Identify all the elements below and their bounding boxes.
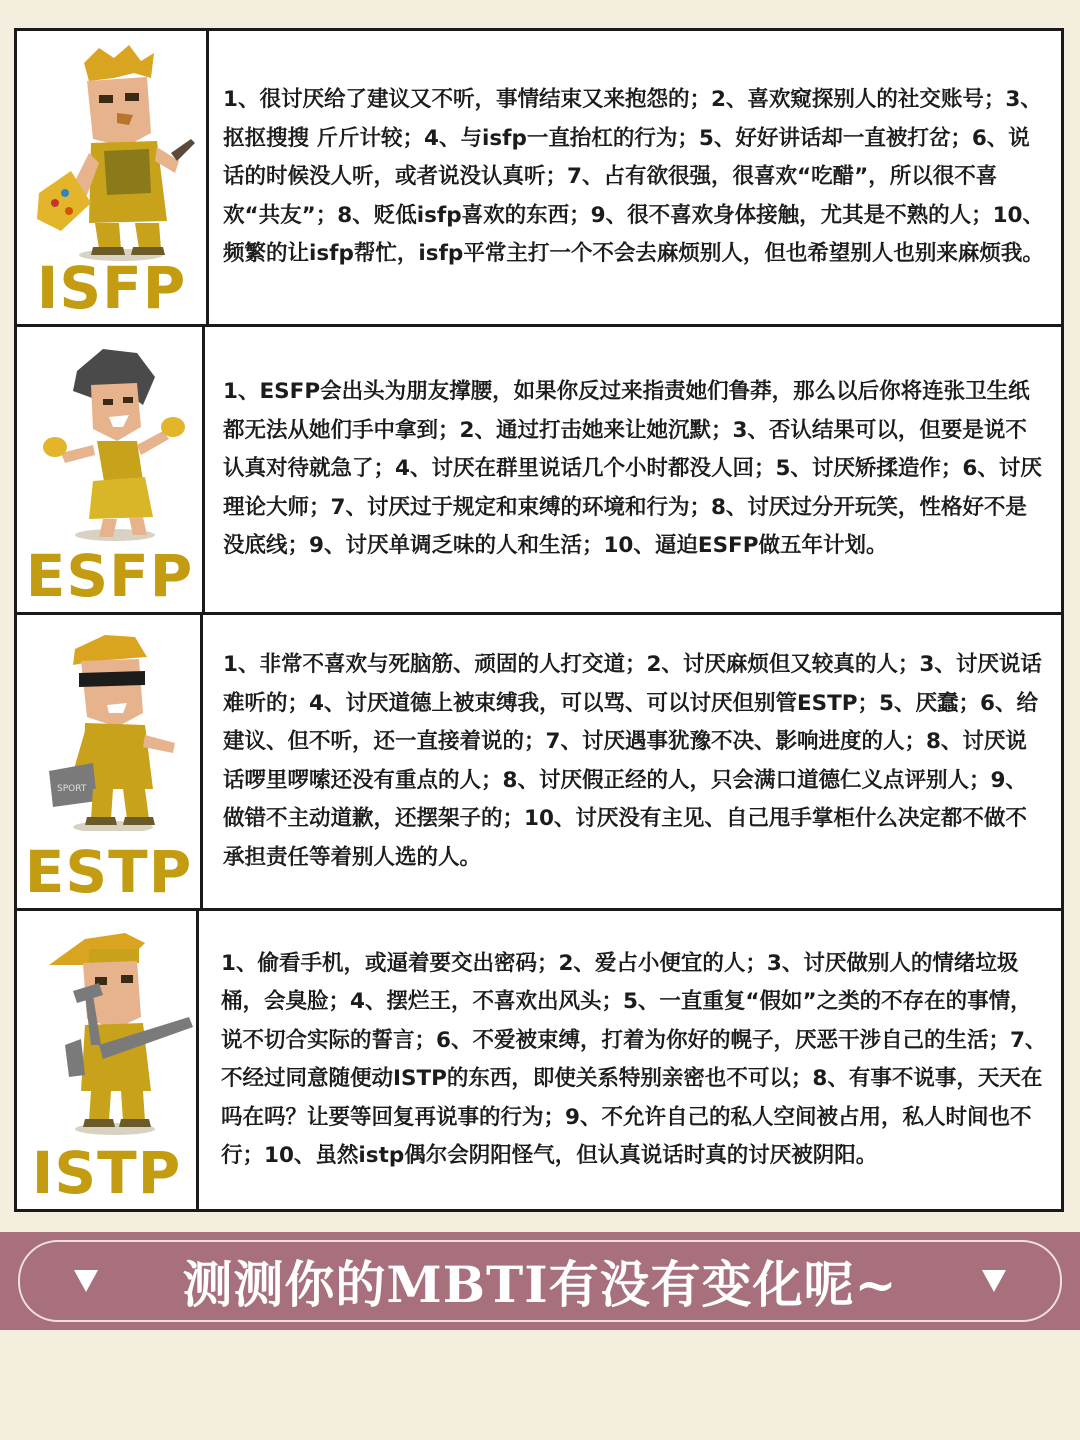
dislikes-paragraph-isfp: 1、很讨厌给了建议又不听，事情结束又来抱怨的；2、喜欢窥探别人的社交账号；3、抠抠搜搜 斤斤计较；4、与isfp一直抬杠的行为；5、好好讲话却一直被打岔；6、说话的时候没人听，或者说没认真听；7、占有欲很强，很喜欢“吃醋”，所以很不喜欢“共友”；8、贬低isfp喜欢的东西；9、很不喜欢身体接触，尤其是不熟的人；10、频繁的让isfp帮忙，isfp平常主打一个不会去麻烦别人，但也希望别人也别来麻烦我。 [223,87,1045,267]
type-cell-istp [17,911,199,1209]
banner-title: 测测你的MBTI有没有变化呢~ [182,1255,898,1314]
type-label-esfp: ESFP [25,542,194,610]
type-label-estp: ESTP [24,838,193,906]
mbti-dislikes-table [14,28,1064,1212]
dislikes-paragraph-istp: 1、偷看手机，或逼着要交出密码；2、爱占小便宜的人；3、讨厌做别人的情绪垃圾桶，会臭脸；4、摆烂王，不喜欢出风头；5、一直重复“假如”之类的不存在的事情，说不切合实际的誓言；6、不爱被束缚，打着为你好的幌子，厌恶干涉自己的生活；7、不经过同意随便动ISTP的东西，即使关系特别亲密也不可以；8、有事不说事，天天在吗在吗？让要等回复再说事的行为；9、不允许自己的私人空间被占用，私人时间也不行；10、虽然istp偶尔会阴阳怪气，但认真说话时真的讨厌被阴阳。 [221,950,1047,1168]
type-row-isfp [17,31,1061,327]
dislikes-text-isfp [223,31,1047,324]
type-cell-esfp [17,327,205,612]
type-row-esfp [17,327,1061,615]
painter-character-illustration [29,43,199,263]
type-label-isfp: ISFP [36,254,187,322]
dislikes-paragraph-esfp: 1、ESFP会出头为朋友撑腰，如果你反过来指责她们鲁莽，那么以后你将连张卫生纸都无法从她们手中拿到；2、通过打击她来让她沉默；3、否认结果可以，但要是说不认真对待就急了；4、讨厌在群里说话几个小时都没人回；5、讨厌矫揉造作；6、讨厌理论大师；7、讨厌过于规定和束缚的环境和行为；8、讨厌过分开玩笑，性格好不是没底线；9、讨厌单调乏味的人和生活；10、逼迫ESFP做五年计划。 [223,379,1042,559]
type-row-istp [17,911,1061,1209]
dislikes-paragraph-estp: 1、非常不喜欢与死脑筋、顽固的人打交道；2、讨厌麻烦但又较真的人；3、讨厌说话难听的；4、讨厌道德上被束缚我，可以骂、可以讨厌但别管ESTP；5、厌蠢；6、给建议、但不听，还一直接着说的；7、讨厌遇事犹豫不决、影响进度的人；8、讨厌说话啰里啰嗦还没有重点的人；8、讨厌假正经的人，只会满口道德仁义点评别人；9、做错不主动道歉，还摆架子的；10、讨厌没有主见、自己甩手掌柜什么决定都不做不承担责任等着别人选的人。 [223,652,1042,870]
type-cell-estp [17,615,203,908]
sport-character-illustration [35,631,195,831]
bottom-banner [0,1232,1080,1330]
type-row-estp [17,615,1061,911]
mechanic-character-illustration [29,925,195,1135]
type-cell-isfp [17,31,209,324]
dancer-character-illustration [33,341,193,541]
down-triangle-icon-right [978,1264,1010,1296]
dislikes-text-esfp [223,327,1047,612]
dislikes-text-estp [223,615,1047,908]
type-label-istp: ISTP [31,1139,182,1207]
bag-label: SPORT [57,784,87,794]
dislikes-text-istp [221,911,1047,1209]
